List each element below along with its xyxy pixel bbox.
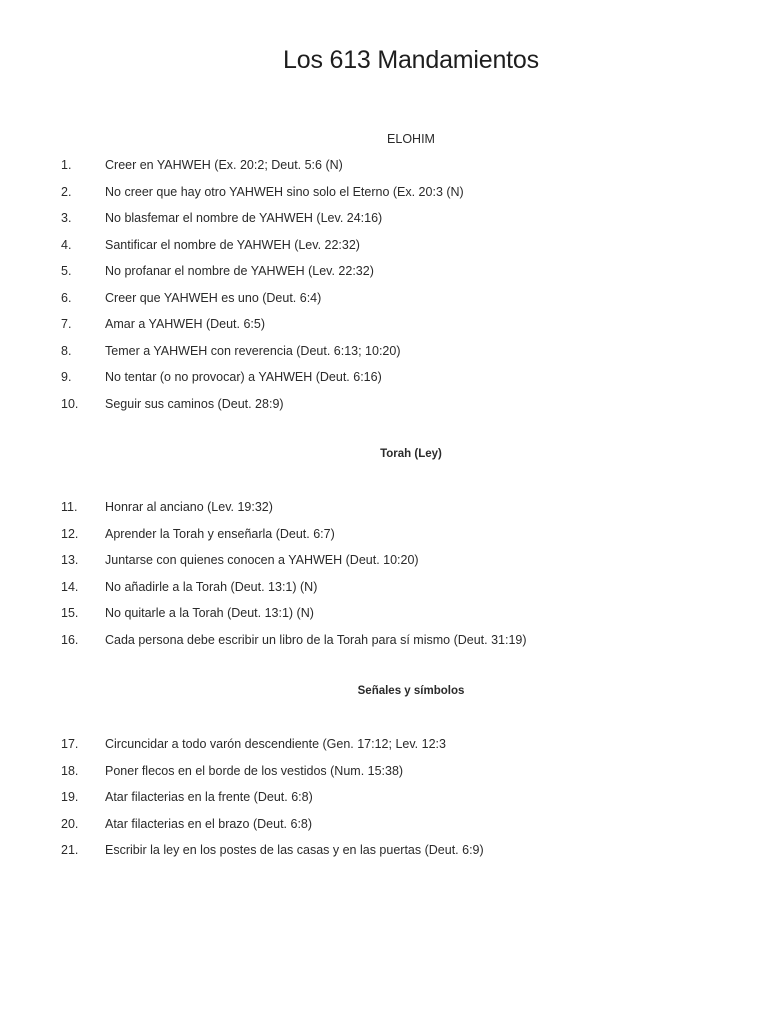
item-text: Creer en YAHWEH (Ex. 20:2; Deut. 5:6 (N)	[105, 158, 343, 172]
item-text: Seguir sus caminos (Deut. 28:9)	[105, 396, 284, 411]
item-text: Temer a YAHWEH con reverencia (Deut. 6:13; 10:20)	[105, 343, 401, 358]
section-heading-torah: Torah (Ley)	[380, 448, 442, 460]
item-text: Atar filacterias en el brazo (Deut. 6:8)	[105, 816, 313, 831]
list-item	[0, 211, 768, 238]
list-item	[0, 158, 768, 185]
item-number: 13.	[61, 553, 79, 567]
item-text: Cada persona debe escribir un libro de la Torah para sí mismo (Deut. 31:19)	[105, 632, 527, 647]
item-number: 6.	[61, 290, 72, 305]
item-number: 5.	[61, 264, 72, 278]
item-text: No tentar (o no provocar) a YAHWEH (Deut. 6:16)	[105, 370, 382, 384]
item-text: Circuncidar a todo varón descendiente (Gen. 17:12; Lev. 12:3	[105, 737, 446, 751]
item-number: 12.	[61, 526, 79, 541]
list-item	[0, 606, 768, 633]
commandment-list-senales	[0, 737, 768, 870]
list-item	[0, 633, 768, 660]
list-item	[0, 790, 768, 817]
list-item	[0, 264, 768, 291]
list-item	[0, 185, 768, 212]
item-number: 14.	[61, 579, 79, 594]
item-number: 9.	[61, 370, 72, 384]
section-heading-senales: Señales y símbolos	[357, 685, 465, 697]
item-text: Atar filacterias en la frente (Deut. 6:8)	[105, 790, 313, 804]
list-item	[0, 500, 768, 527]
item-number: 2.	[61, 184, 72, 199]
list-item	[0, 370, 768, 397]
item-number: 19.	[61, 790, 79, 804]
list-item	[0, 817, 768, 844]
list-item	[0, 291, 768, 318]
list-item	[0, 553, 768, 580]
item-number: 20.	[61, 816, 79, 831]
item-text: No añadirle a la Torah (Deut. 13:1) (N)	[105, 579, 318, 594]
list-item	[0, 527, 768, 554]
list-item	[0, 238, 768, 265]
list-item	[0, 764, 768, 791]
list-item	[0, 397, 768, 424]
commandment-list-elohim	[0, 158, 768, 423]
item-text: No profanar el nombre de YAHWEH (Lev. 22:32)	[105, 264, 374, 278]
item-text: Poner flecos en el borde de los vestidos (Num. 15:38)	[105, 763, 404, 778]
item-number: 15.	[61, 606, 79, 620]
item-text: Juntarse con quienes conocen a YAHWEH (Deut. 10:20)	[105, 553, 419, 567]
item-number: 18.	[61, 763, 79, 778]
item-text: Amar a YAHWEH (Deut. 6:5)	[105, 317, 265, 331]
item-number: 1.	[61, 158, 72, 172]
item-text: Santificar el nombre de YAHWEH (Lev. 22:32)	[105, 237, 360, 252]
item-number: 10.	[61, 396, 79, 411]
commandment-list-torah	[0, 500, 768, 659]
item-text: Escribir la ley en los postes de las casas y en las puertas (Deut. 6:9)	[105, 843, 484, 857]
item-number: 3.	[61, 211, 72, 225]
list-item	[0, 317, 768, 344]
list-item	[0, 580, 768, 607]
item-number: 21.	[61, 843, 79, 857]
item-number: 11.	[61, 500, 78, 514]
item-text: No blasfemar el nombre de YAHWEH (Lev. 24:16)	[105, 211, 383, 225]
list-item	[0, 843, 768, 870]
item-number: 8.	[61, 343, 72, 358]
item-number: 17.	[61, 737, 79, 751]
item-number: 7.	[61, 317, 72, 331]
item-text: No creer que hay otro YAHWEH sino solo el Eterno (Ex. 20:3 (N)	[105, 184, 464, 199]
list-item	[0, 344, 768, 371]
item-text: No quitarle a la Torah (Deut. 13:1) (N)	[105, 606, 314, 620]
item-number: 16.	[61, 632, 79, 647]
item-text: Creer que YAHWEH es uno (Deut. 6:4)	[105, 290, 322, 305]
section-heading-elohim: ELOHIM	[387, 132, 435, 146]
list-item	[0, 737, 768, 764]
item-text: Honrar al anciano (Lev. 19:32)	[105, 500, 273, 514]
item-text: Aprender la Torah y enseñarla (Deut. 6:7)	[105, 526, 335, 541]
page-title: Los 613 Mandamientos	[283, 46, 539, 74]
item-number: 4.	[61, 237, 72, 252]
